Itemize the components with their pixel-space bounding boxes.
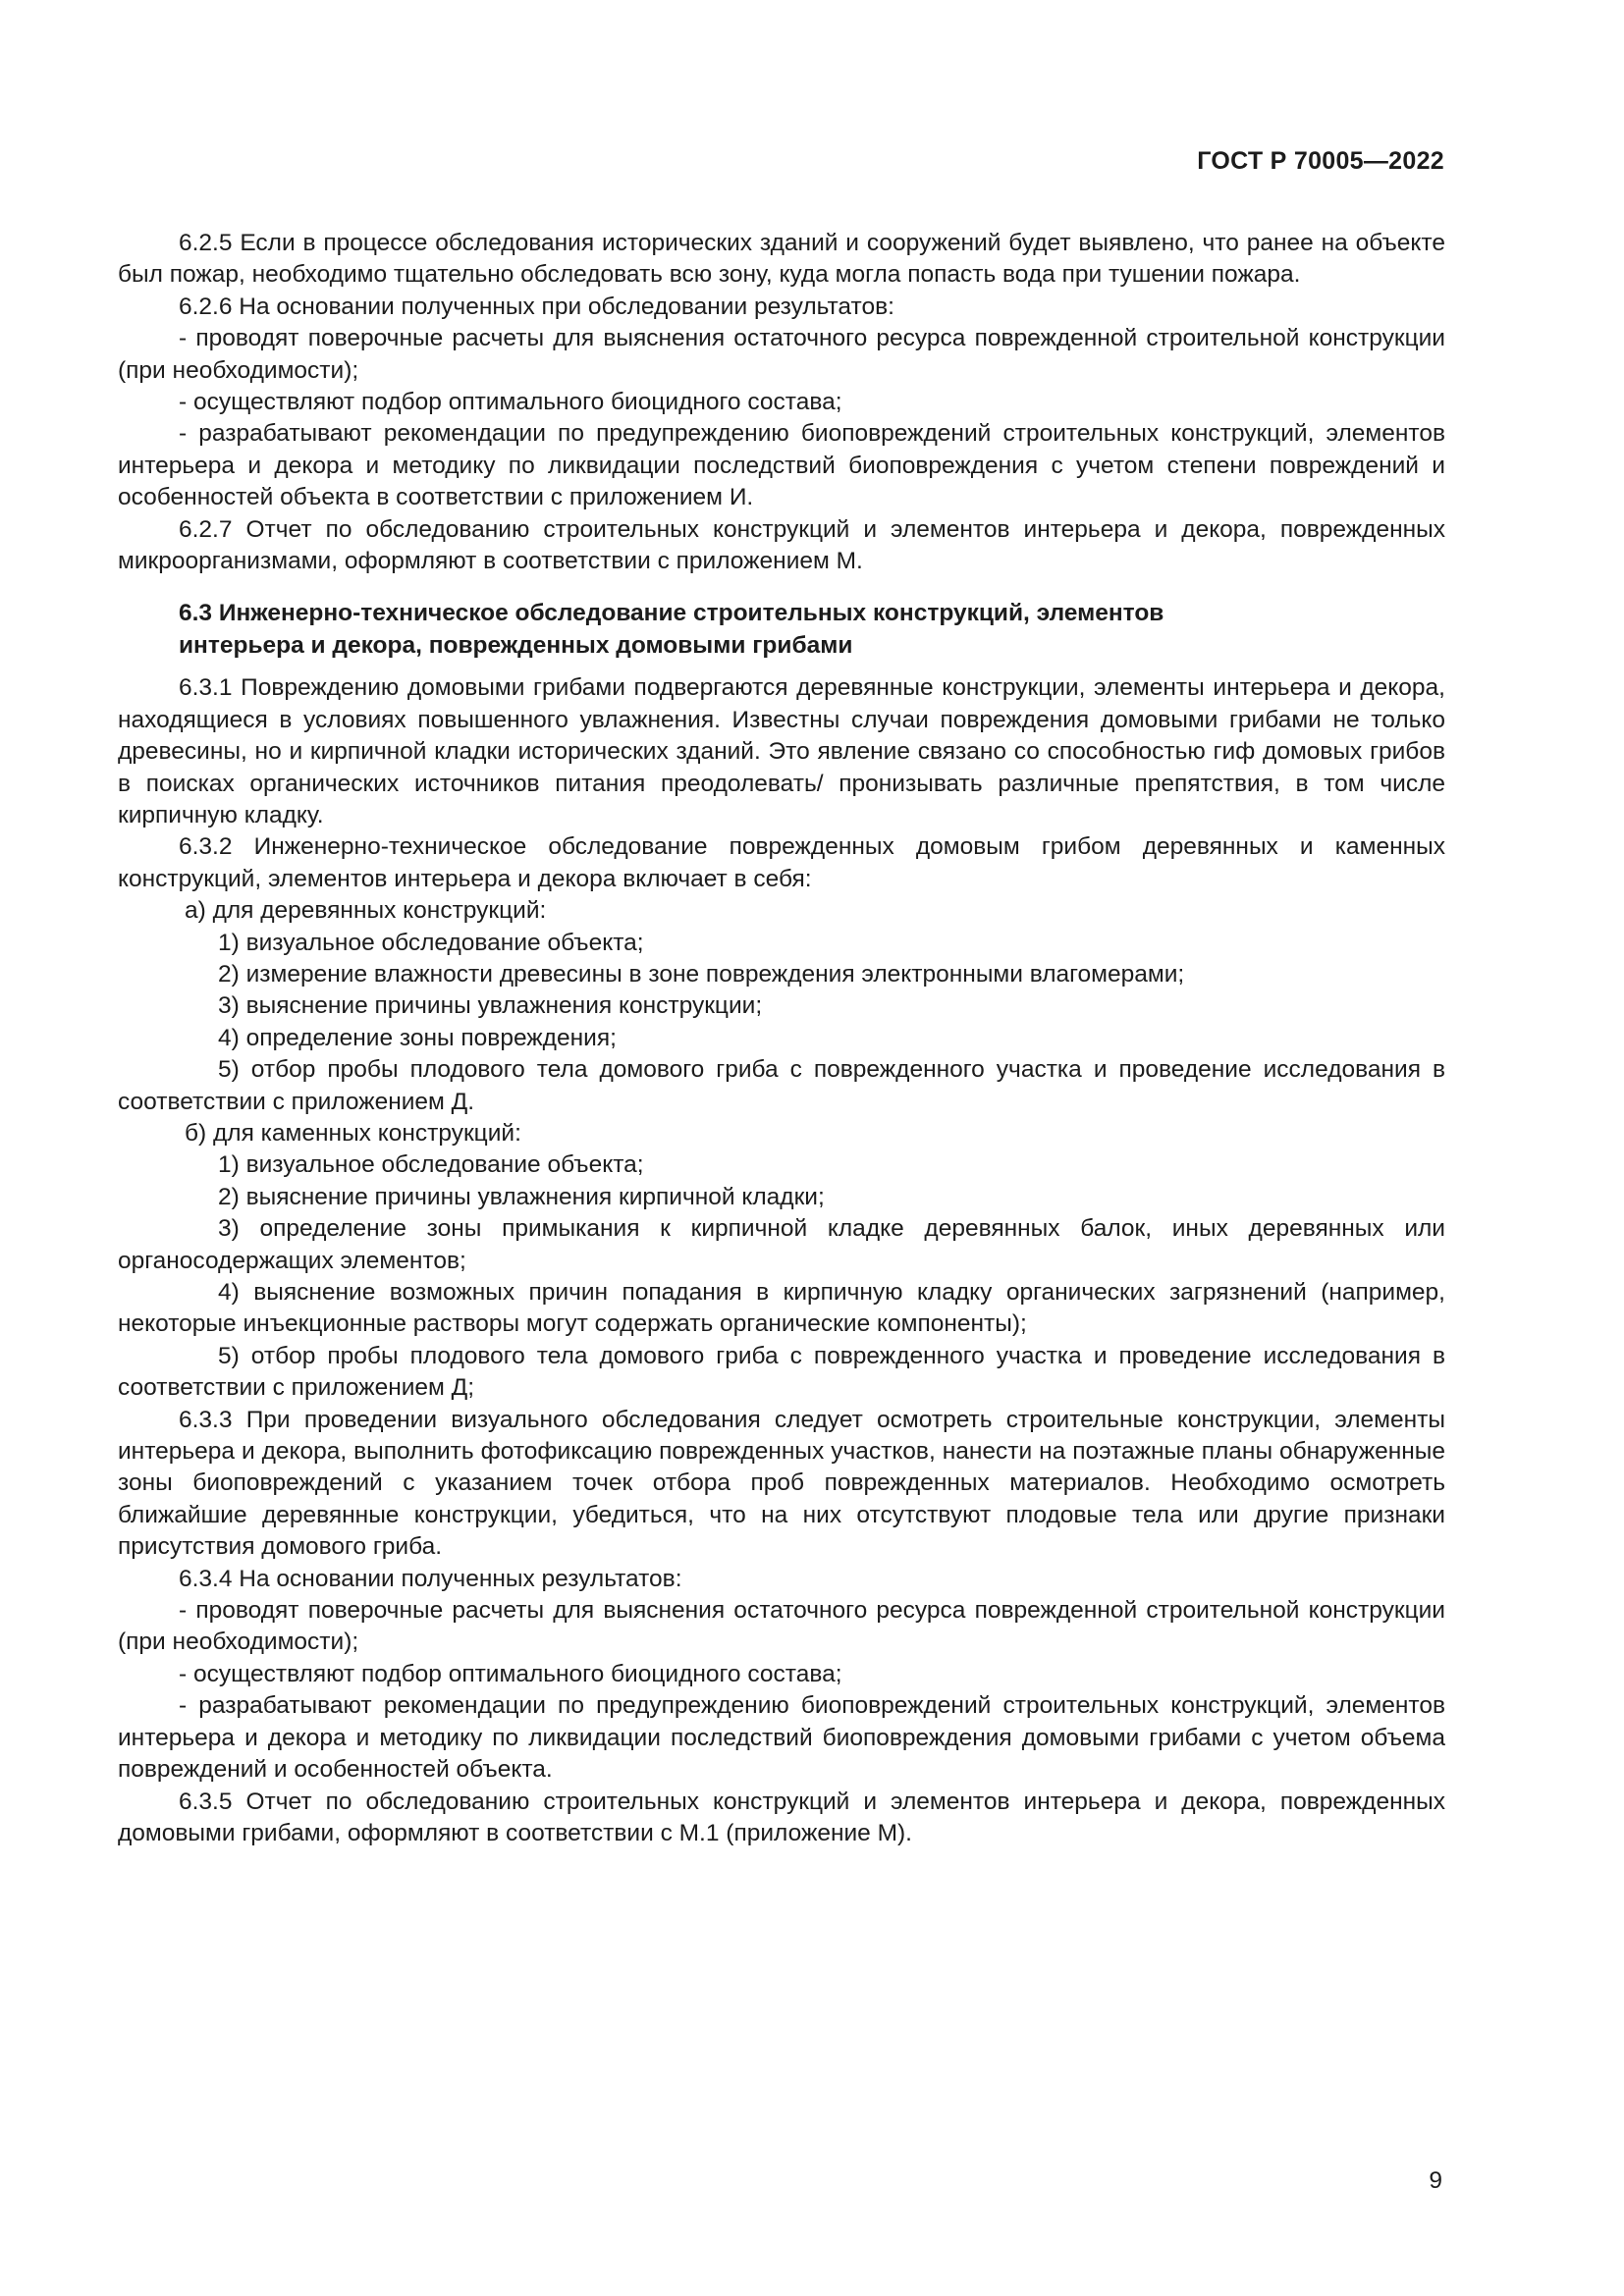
paragraph: 4) выяснение возможных причин попадания в кирпичную кладку органических загрязнений (например, некоторые инъекционные растворы могут содержать органические компоненты); xyxy=(118,1279,1445,1338)
section-6-2-paragraphs xyxy=(118,228,1445,577)
paragraph: 6.3.5 Отчет по обследованию строительных конструкций и элементов интерьера и декора, поврежденных домовыми грибами, оформляют в соответствии с М.1 (приложение М). xyxy=(118,1788,1445,1846)
paragraph: 4) определение зоны повреждения; xyxy=(218,1024,617,1051)
paragraph: - разрабатывают рекомендации по предупреждению биоповреждений строительных конструкций, элементов интерьера и декора и методику по ликвидации последствий биоповреждения с учетом степени повреждений и особенностей объекта в соответствии с приложением И. xyxy=(118,420,1445,511)
paragraph: 1) визуальное обследование объекта; xyxy=(218,929,644,956)
paragraph: б) для каменных конструкций: xyxy=(185,1119,521,1147)
document-body xyxy=(118,228,1445,1849)
paragraph: 6.3.4 На основании полученных результатов: xyxy=(179,1565,682,1592)
paragraph: 3) выяснение причины увлажнения конструкции; xyxy=(218,992,763,1020)
paragraph: 3) определение зоны примыкания к кирпичной кладке деревянных балок, иных деревянных или органосодержащих элементов; xyxy=(118,1215,1445,1274)
paragraph: 2) измерение влажности древесины в зоне повреждения электронными влагомерами; xyxy=(218,960,1185,988)
paragraph: - осуществляют подбор оптимального биоцидного состава; xyxy=(179,389,842,416)
page-number: 9 xyxy=(1429,2167,1442,2194)
paragraph: 6.3.3 При проведении визуального обследования следует осмотреть строительные конструкции, элементы интерьера и декора, выполнить фотофиксацию поврежденных участков, нанести на поэтажные планы обнаруженные зоны биоповреждений с указанием точек отбора проб поврежденных материалов. Необходимо осмотреть ближайшие деревянные конструкции, убедиться, что на них отсутствуют плодовые тела или другие признаки присутствия домового гриба. xyxy=(118,1406,1445,1561)
paragraph: 6.2.6 На основании полученных при обследовании результатов: xyxy=(179,293,894,320)
document-header: ГОСТ Р 70005—2022 xyxy=(1197,147,1444,175)
paragraph: а) для деревянных конструкций: xyxy=(185,897,547,925)
paragraph: 1) визуальное обследование объекта; xyxy=(218,1151,644,1179)
section-heading-line-2: интерьера и декора, поврежденных домовыми грибами xyxy=(179,631,853,659)
paragraph: 6.2.7 Отчет по обследованию строительных конструкций и элементов интерьера и декора, поврежденных микроорганизмами, оформляют в соответствии с приложением М. xyxy=(118,515,1445,575)
section-heading-6-3 xyxy=(118,598,1445,662)
paragraph: - осуществляют подбор оптимального биоцидного состава; xyxy=(179,1660,842,1687)
section-heading-line-1: 6.3 Инженерно-техническое обследование строительных конструкций, элементов xyxy=(179,600,1164,627)
paragraph: - проводят поверочные расчеты для выяснения остаточного ресурса поврежденной строительной конструкции (при необходимости); xyxy=(118,325,1445,384)
paragraph: - проводят поверочные расчеты для выяснения остаточного ресурса поврежденной строительной конструкции (при необходимости); xyxy=(118,1597,1445,1656)
paragraph: 2) выяснение причины увлажнения кирпичной кладки; xyxy=(218,1183,825,1210)
paragraph: 5) отбор пробы плодового тела домового гриба с поврежденного участка и проведение исследования в соответствии с приложением Д. xyxy=(118,1056,1445,1115)
paragraph: 6.2.5 Если в процессе обследования исторических зданий и сооружений будет выявлено, что ранее на объекте был пожар, необходимо тщательно обследовать всю зону, куда могла попасть вода при тушении пожара. xyxy=(118,230,1445,289)
paragraph: 6.3.1 Повреждению домовыми грибами подвергаются деревянные конструкции, элементы интерьера и декора, находящиеся в условиях повышенного увлажнения. Известны случаи повреждения домовыми грибами не только древесины, но и кирпичной кладки исторических зданий. Это явление связано со способностью гиф домовых грибов в поисках органических источников питания преодолевать/ пронизывать различные препятствия, в том числе кирпичную кладку. xyxy=(118,674,1445,828)
paragraph: - разрабатывают рекомендации по предупреждению биоповреждений строительных конструкций, элементов интерьера и декора и методику по ликвидации последствий биоповреждения домовыми грибами с учетом объема повреждений и особенностей объекта. xyxy=(118,1692,1445,1784)
section-6-3-paragraphs xyxy=(118,672,1445,1849)
paragraph: 5) отбор пробы плодового тела домового гриба с поврежденного участка и проведение исследования в соответствии с приложением Д; xyxy=(118,1342,1445,1402)
paragraph: 6.3.2 Инженерно-техническое обследование поврежденных домовым грибом деревянных и каменных конструкций, элементов интерьера и декора включает в себя: xyxy=(118,833,1445,892)
